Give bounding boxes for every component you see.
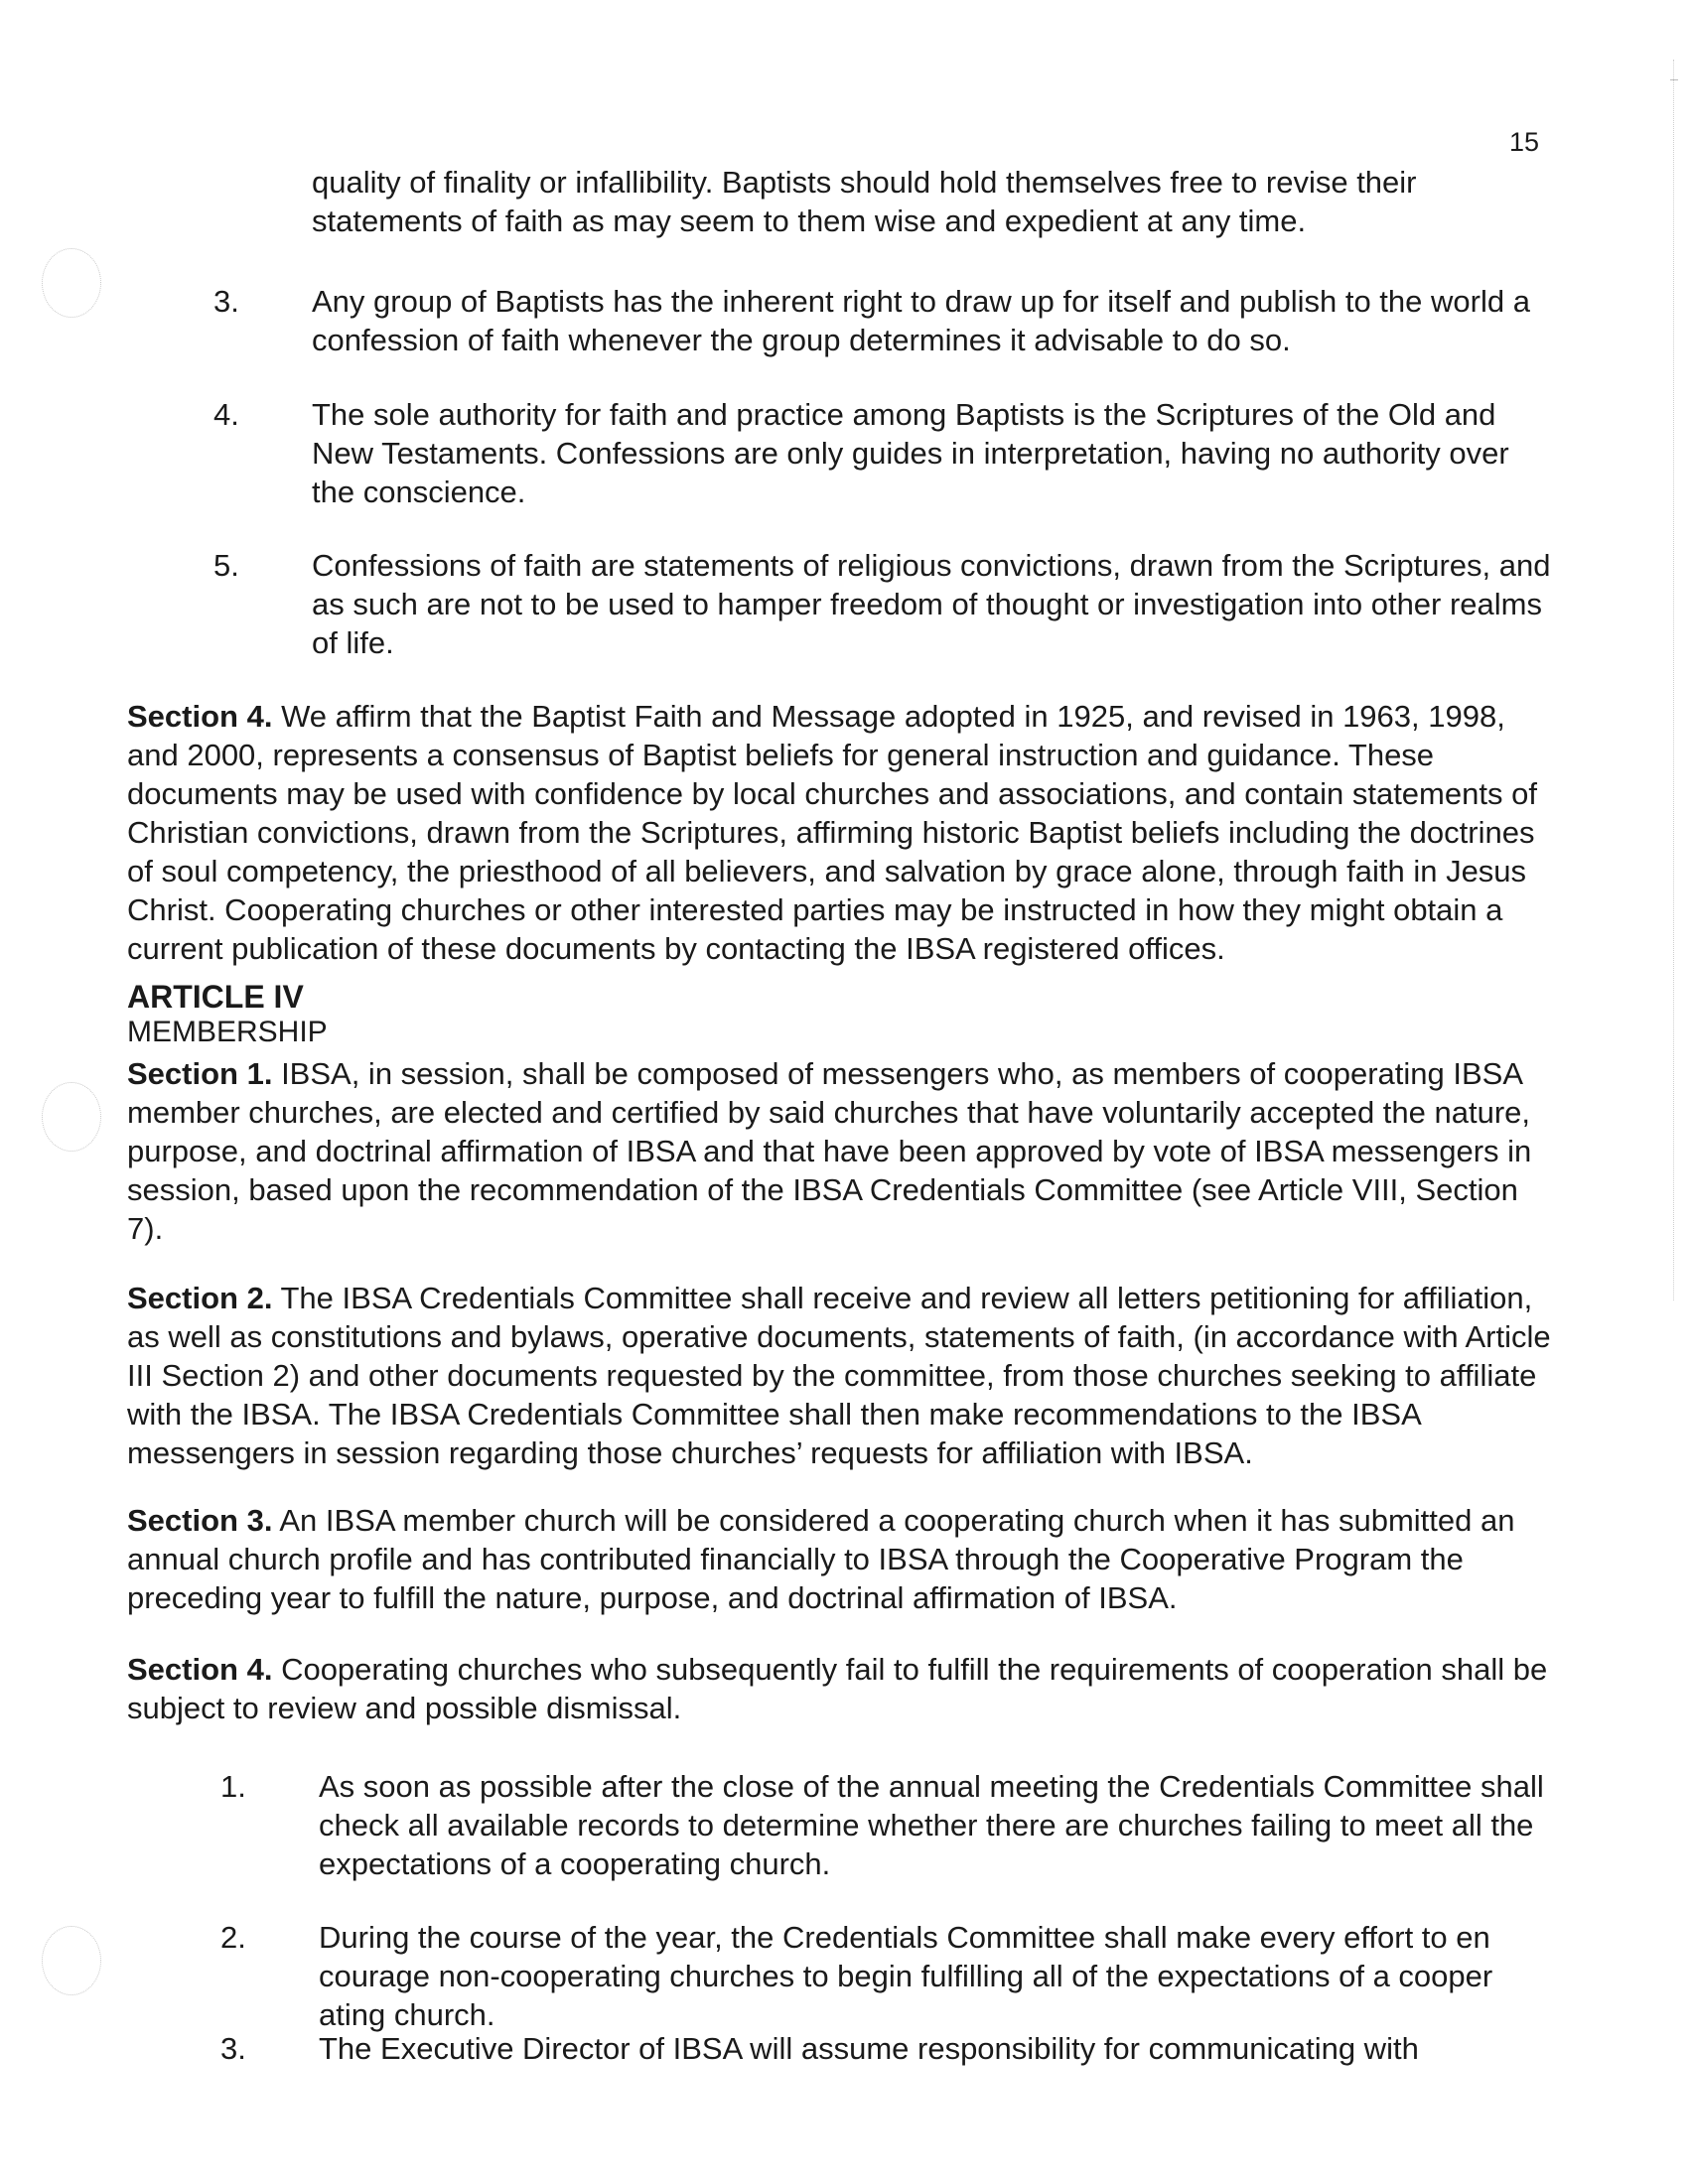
section-paragraph [127,1650,1557,1727]
section-paragraph [127,1279,1557,1472]
section-label: Section 2. [127,1281,273,1315]
section-paragraph [127,1054,1557,1248]
section-text: Cooperating churches who subsequently fail to fulfill the requirements of cooperation shall be subject to review and possible dismissal. [127,1652,1548,1725]
section-paragraph [127,697,1557,968]
section-text: The IBSA Credentials Committee shall receive and review all letters petitioning for affiliation, as well as constitutions and bylaws, operative documents, statements of faith, (in accordance with Article III Section 2) and other documents requested by the committee, from those churches seeking to affiliate with the IBSA. The IBSA Credentials Committee shall then make recommendations to the IBSA messengers in session regarding those churches’ requests for affiliation with IBSA. [127,1281,1551,1470]
list-text: During the course of the year, the Credentials Committee shall make every effort to en courage non-cooperating churches to begin fulfilling all of the expectations of a cooper ating church. [319,1920,1493,2032]
binder-hole-mark [42,1082,101,1152]
intro-paragraph: quality of finality or infallibility. Baptists should hold themselves free to revise their statements of faith as may seem to them wise and expedient at any time. [312,165,1417,238]
article-heading [127,979,1557,1050]
section-label: Section 4. [127,699,273,734]
list-text: The Executive Director of IBSA will assume responsibility for communicating with [319,2031,1419,2066]
section-label: Section 1. [127,1056,273,1091]
binder-hole-mark [42,248,101,318]
list-number: 3. [220,2031,246,2066]
section-label: Section 3. [127,1503,273,1538]
list-number: 4. [213,397,239,432]
list-number: 2. [220,1920,246,1955]
article-subtitle: MEMBERSHIP [127,1016,328,1048]
list-text: As soon as possible after the close of the annual meeting the Credentials Committee shall check all available records to determine whether there are churches failing to meet all the expectations of a cooperating church. [319,1769,1544,1881]
binder-hole-mark [42,1926,101,1995]
page-number: 15 [1509,127,1540,157]
scan-edge-tick [1670,79,1678,80]
list-text: Confessions of faith are statements of religious convictions, drawn from the Scriptures, and as such are not to be used to hamper freedom of thought or investigation into other realms of life. [312,548,1551,660]
scan-edge-mark [1673,60,1676,1300]
section-paragraph [127,1501,1557,1617]
article-title: ARTICLE IV [127,979,304,1015]
list-number: 5. [213,548,239,583]
section-text: We affirm that the Baptist Faith and Message adopted in 1925, and revised in 1963, 1998, and 2000, represents a consensus of Baptist beliefs for general instruction and guidance. These documents may be used with confidence by local churches and associations, and contain statements of Christian convictions, drawn from the Scriptures, affirming historic Baptist beliefs including the doctrines of soul competency, the priesthood of all believers, and salvation by grace alone, through faith in Jesus Christ. Cooperating churches or other interested parties may be instructed in how they might obtain a current publication of these documents by contacting the IBSA registered offices. [127,699,1537,966]
list-text: The sole authority for faith and practice among Baptists is the Scriptures of the Old and New Testaments. Confessions are only guides in interpretation, having no authority over the conscience. [312,397,1509,509]
list-text: Any group of Baptists has the inherent right to draw up for itself and publish to the world a confession of faith whenever the group determines it advisable to do so. [312,284,1530,357]
section-text: IBSA, in session, shall be composed of messengers who, as members of cooperating IBSA member churches, are elected and certified by said churches that have voluntarily accepted the nature, purpose, and doctrinal affirmation of IBSA and that have been approved by vote of IBSA messengers in session, based upon the recommendation of the IBSA Credentials Committee (see Article VIII, Section 7). [127,1056,1532,1246]
section-label: Section 4. [127,1652,273,1687]
list-number: 3. [213,284,239,319]
list-number: 1. [220,1769,246,1804]
section-text: An IBSA member church will be considered a cooperating church when it has submitted an annual church profile and has contributed financially to IBSA through the Cooperative Program the preceding year to fulfill the nature, purpose, and doctrinal affirmation of IBSA. [127,1503,1515,1615]
